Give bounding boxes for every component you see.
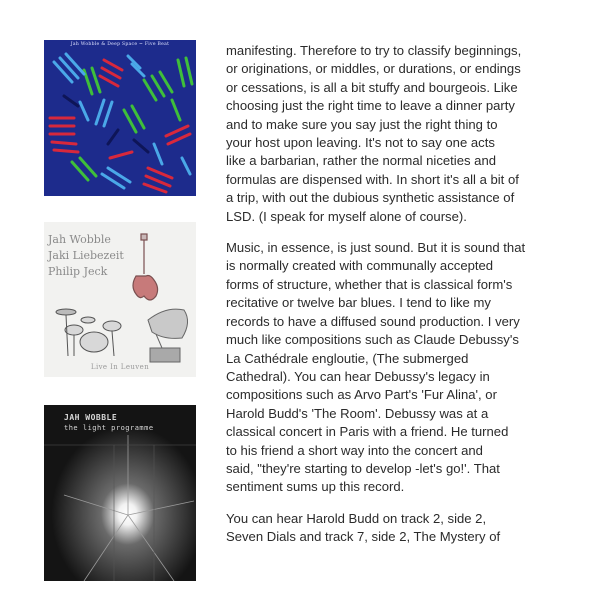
cover-caption: Jah Wobble & Deep Space ~ Five Beat (70, 42, 170, 47)
text-line: a trip, with out the dubious synthetic assistance of (226, 190, 515, 206)
text-line: sentiment sums up this record. (226, 479, 405, 495)
text-line: your host upon leaving. It's not to say one acts (226, 135, 495, 151)
text-line: forms of structure, whether that is classical form's (226, 276, 513, 292)
text-line: You can hear Harold Budd on track 2, side 2, (226, 510, 487, 526)
text-line: manifesting. Therefore to try to classify beginnings, (226, 43, 522, 58)
cover-title-artist: JAH WOBBLE (64, 413, 118, 422)
cover-artist-1: Jah Wobble (48, 233, 111, 246)
text-line: compositions such as Arvo Part's 'Fur Alina', or (226, 387, 497, 403)
text-line: said, "they're starting to develop -let's go!'. That (226, 460, 500, 476)
text-line: and to make sure you say just the right thing to (226, 116, 498, 132)
cover-artist-2: Jaki Liebezeit (48, 249, 124, 262)
text-line: records to have a diffused sound production. I very (226, 313, 520, 329)
text-line: La Cathédrale engloutie, (The submerged (226, 350, 469, 366)
cover-title-album: the light programme (64, 424, 154, 432)
text-line: formulas are dispensed with. In short it's all a bit of (226, 171, 519, 187)
cover-artist-3: Philip Jeck (48, 265, 108, 278)
cover-title (64, 413, 154, 433)
text-line: much like compositions such as Claude Debussy's (226, 332, 519, 348)
body-text (226, 42, 578, 560)
cover-subtitle: Live In Leuven (90, 363, 150, 371)
text-line: to his friend a short way into the concert and (226, 442, 483, 458)
text-line: classical concert in Paris with a friend. He turned (226, 424, 509, 440)
text-line: Cathedral). You can hear Debussy's legacy in (226, 368, 490, 384)
text-line: or cessations, is all a bit stuffy and bourgeois. Like (226, 79, 518, 95)
album-cover-live-in-leuven (44, 222, 196, 377)
text-line: recitative or twelve bar blues. I tend to like my (226, 295, 491, 311)
gramophone-drawing (44, 222, 196, 377)
paragraph-1 (226, 42, 578, 226)
album-cover-light-programme (44, 405, 196, 581)
abstract-pattern-art (44, 40, 196, 196)
paragraph-2 (226, 239, 578, 497)
text-line: Music, in essence, is just sound. But it is sound that (226, 240, 526, 256)
text-line: like a barbarian, rather the normal niceties and (226, 153, 497, 169)
text-line: Seven Dials and track 7, side 2, The Mystery of (226, 529, 501, 545)
paragraph-3 (226, 510, 578, 547)
text-line: Harold Budd's 'The Room'. Debussy was at a (226, 405, 489, 421)
text-line: is normally created with communally accepted (226, 258, 494, 274)
text-line: or originations, or middles, or durations, or endings (226, 61, 521, 77)
text-line: LSD. (I speak for myself alone of course). (226, 208, 467, 224)
album-cover-five-beat (44, 40, 196, 196)
text-line: choosing just the right time to leave a dinner party (226, 98, 515, 114)
